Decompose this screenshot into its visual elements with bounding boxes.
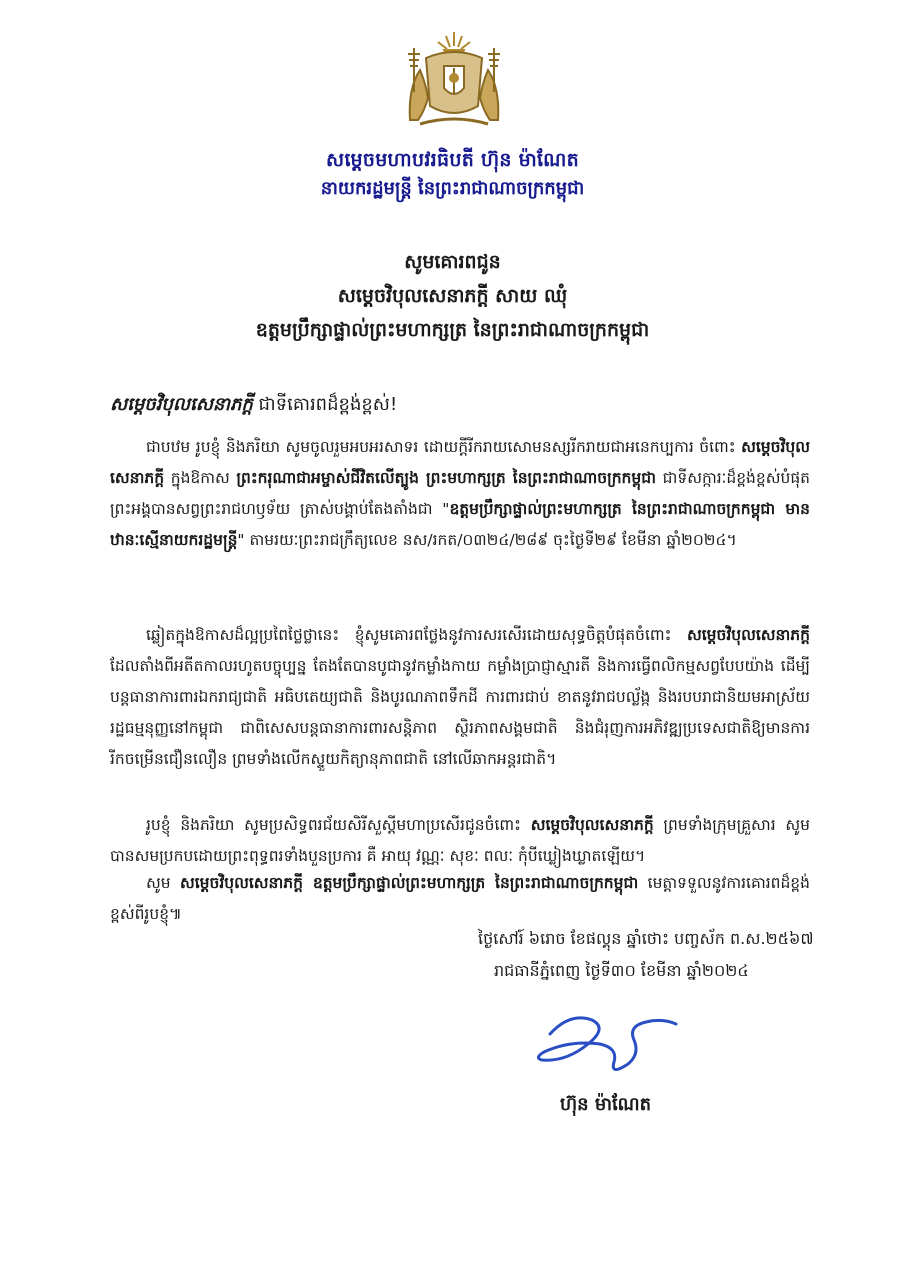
p2-bold-b: សម្តេចវិបុលសេនាភក្តី: [687, 626, 810, 644]
paragraph-praise: [110, 620, 810, 775]
p2-text-a: ឆ្លៀតក្នុងឱកាសដ៏ល្អប្រពៃថ្លៃថ្លានេះ ខ្ញុំសូមគោរពថ្លែងនូវការសរសើរដោយសុទ្ធចិត្តបំផុតចំពោះ: [146, 626, 687, 644]
recipient-name: សម្តេចវិបុលសេនាភក្តី សាយ ឈុំ: [337, 285, 568, 307]
p3-text-c: ព្រមទាំងក្រុមគ្រួសារ សូមបានសមប្រកបដោយព្រះពុទ្ធពរទាំងបួនប្រការ គឺ អាយុ វណ្ណៈ សុខៈ ពលៈ កុំបីឃ្លៀងឃ្លាតឡើយ។: [110, 816, 810, 865]
p3-text-a: រូបខ្ញុំ និងភរិយា សូមប្រសិទ្ធពរជ័យសិរីសួស្តីមហាប្រសើរជូនចំពោះ: [146, 816, 531, 834]
paragraph-congratulations: [110, 432, 810, 556]
dateline-lunar: ថ្ងៃសៅរ៍ ៦រោច ខែផល្គុន ឆ្នាំថោះ បញ្ចស័ក ព.ស.២៥៦៧: [478, 929, 814, 948]
salutation-text: ជាទីគោរពដ៏ខ្ពង់ខ្ពស់!: [252, 394, 398, 415]
salutation-name: សម្តេចវិបុលសេនាភក្តី: [110, 394, 253, 415]
royal-arms-of-cambodia-icon: [400, 28, 508, 132]
sender-title: នាយករដ្ឋមន្ត្រី នៃព្រះរាជាណាចក្រកម្ពុជា: [320, 178, 585, 199]
paragraph-blessing: [110, 810, 810, 872]
p1-text-e: ជាទីសក្ការៈដ៏ខ្ពង់ខ្ពស់បំផុត ព្រះអង្គបានសព្វព្រះរាជហឫទ័យ ត្រាស់បង្គាប់តែងតាំងជា ": [110, 469, 811, 518]
signer-name: ហ៊ុន ម៉ាណែត: [560, 1094, 652, 1115]
dateline-solar: រាជធានីភ្នំពេញ ថ្ងៃទី៣០ ខែមីនា ឆ្នាំ២០២៤: [494, 961, 749, 980]
handwritten-signature-icon: [530, 1004, 680, 1084]
p2-text-c: ដែលតាំងពីអតីតកាលរហូតបច្ចុប្បន្ន តែងតែបានបូជានូវកម្លាំងកាយ កម្លាំងប្រាជ្ញាស្មារតី និងការធ្វើពលិកម្មសព្វបែបយ៉ាង ដើម្បីបន្តធានាការពារឯករាជ្យជាតិ អធិបតេយ្យជាតិ និងបូរណភាពទឹកដី ការពារជាប់ ខាតនូវរាជបល្ល័ង្ក និងរបបរាជានិយមអាស្រ័យរដ្ឋធម្មនុញ្ញនៅកម្ពុជា ជាពិសេសបន្តធានាការពារសន្តិភាព ស្ថិរភាពសង្គមជាតិ និងជំរុញការអភិវឌ្ឍប្រទេសជាតិឱ្យមានការរីកចម្រើនជឿនលឿន ព្រមទាំងលើកស្ទួយកិត្យានុភាពជាតិ នៅលើឆាកអន្តរជាតិ។: [110, 657, 810, 768]
p1-text-c: ក្នុងឱកាស: [164, 469, 237, 487]
p1-bold-f: ឧត្តមប្រឹក្សាផ្ទាល់ព្រះមហាក្សត្រ នៃព្រះរាជាណាចក្រកម្ពុជា មានឋានៈស្មើនាយករដ្ឋមន្ត្រី: [110, 500, 810, 549]
p4-text-c: មេត្តាទទួលនូវការគោរពដ៏ខ្ពង់ខ្ពស់ពីរូបខ្ញុំ៕: [110, 874, 810, 923]
p3-bold-b: សម្តេចវិបុលសេនាភក្តី: [530, 816, 654, 834]
p4-text-a: សូម: [146, 874, 180, 892]
p1-bold-b: សម្តេចវិបុលសេនាភក្តី: [110, 438, 810, 487]
p4-bold-b: សម្តេចវិបុលសេនាភក្តី ឧត្តមប្រឹក្សាផ្ទាល់ព្រះមហាក្សត្រ នៃព្រះរាជាណាចក្រកម្ពុជា: [180, 874, 639, 892]
p1-text-a: ជាបឋម រូបខ្ញុំ និងភរិយា សូមចូលរួមអបអរសាទរ ដោយក្តីរីករាយសោមនស្សរីករាយជាអនេកប្បការ ចំពោះ: [146, 438, 742, 456]
salutation: [110, 392, 397, 419]
recipient-greeting: សូមគោរពជូន: [404, 251, 501, 273]
p1-text-g: " តាមរយៈព្រះរាជក្រឹត្យលេខ នស/រកត/០៣២៤/២៨៩ ចុះថ្ងៃទី២៩ ខែមីនា ឆ្នាំ២០២៤។: [237, 531, 737, 549]
sender-name: សម្តេចមហាបវរធិបតី ហ៊ុន ម៉ាណែត: [326, 149, 579, 171]
p1-bold-d: ព្រះករុណាជាអម្ចាស់ជីវិតលើត្បូង ព្រះមហាក្សត្រ នៃព្រះរាជាណាចក្រកម្ពុជា: [236, 469, 656, 487]
paragraph-closing: [110, 868, 810, 930]
recipient-title: ឧត្តមប្រឹក្សាផ្ទាល់ព្រះមហាក្សត្រ នៃព្រះរាជាណាចក្រកម្ពុជា: [255, 319, 650, 341]
